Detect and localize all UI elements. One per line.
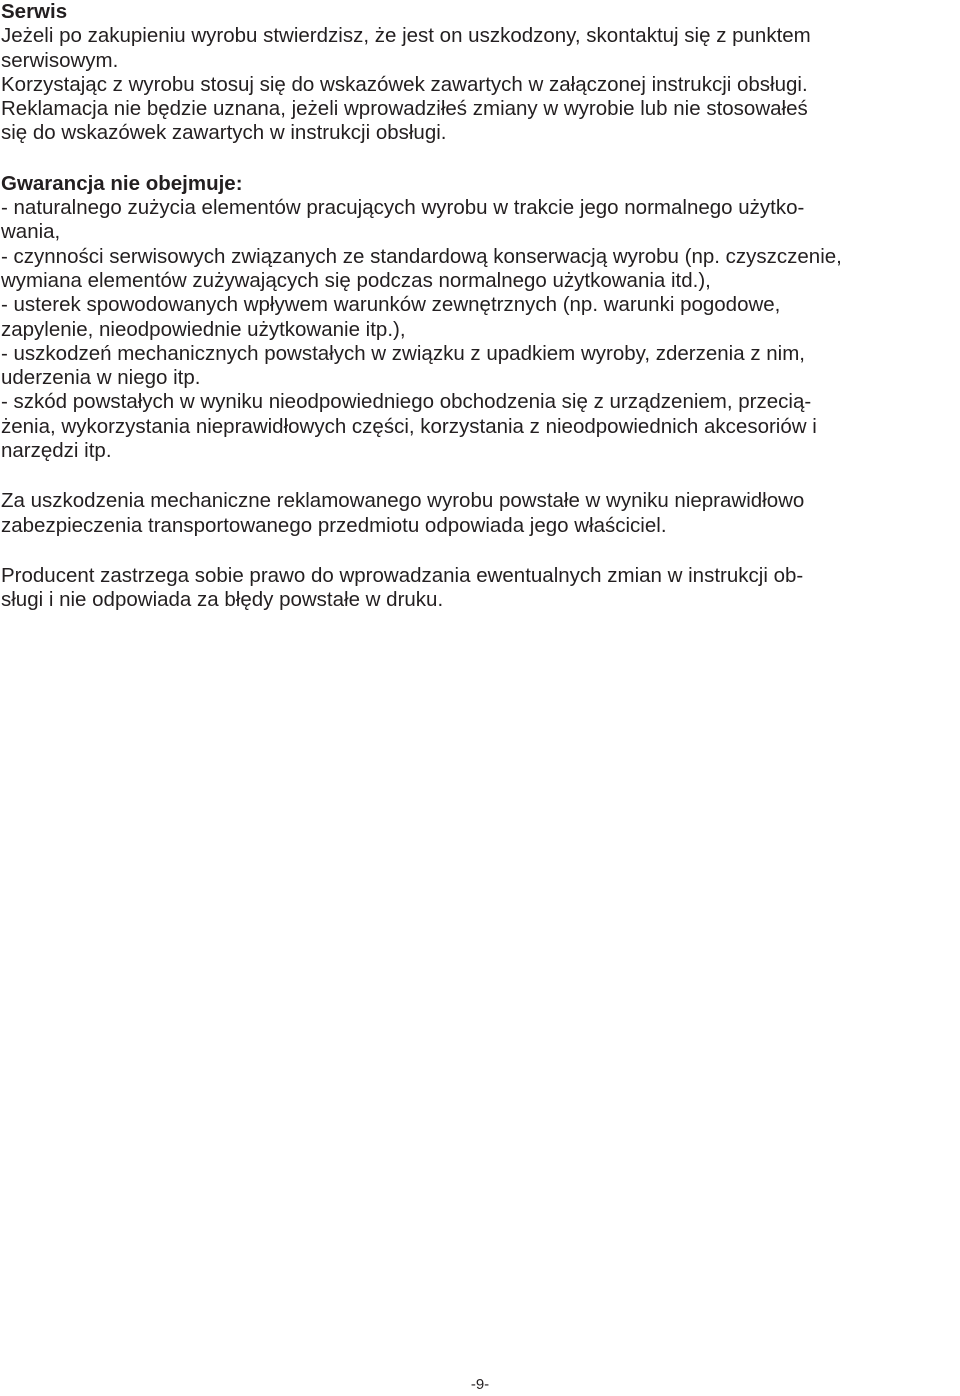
gwarancja-line-9: - szkód powstałych w wyniku nieodpowiedniego obchodzenia się z urządzeniem, przecią- (1, 390, 812, 414)
gwarancja-line-1: - naturalnego zużycia elementów pracujących wyrobu w trakcie jego normalnego użytko- (1, 196, 805, 220)
gwarancja-line-7: - uszkodzeń mechanicznych powstałych w związku z upadkiem wyroby, zderzenia z nim, (1, 341, 806, 365)
producent-line-2: sługi i nie odpowiada za błędy powstałe w druku. (1, 588, 444, 612)
transport-line-2: zabezpieczenia transportowanego przedmiotu odpowiada jego właściciel. (1, 513, 667, 537)
gwarancja-line-10: żenia, wykorzystania nieprawidłowych części, korzystania z nieodpowiednich akcesoriów i (1, 414, 817, 438)
spacer (1, 463, 957, 489)
page-number: -9- (470, 1376, 490, 1393)
section-gwarancja (1, 172, 957, 464)
serwis-line-4: Reklamacja nie będzie uznana, jeżeli wprowadziłeś zmiany w wyrobie lub nie stosowałeś (1, 97, 808, 121)
section-heading-gwarancja: Gwarancja nie obejmuje: (1, 171, 243, 195)
spacer (1, 146, 957, 172)
serwis-line-2: serwisowym. (1, 48, 119, 72)
gwarancja-line-3: - czynności serwisowych związanych ze standardową konserwacją wyrobu (np. czyszczenie, (1, 244, 842, 268)
section-transport (1, 489, 957, 538)
serwis-line-5: się do wskazówek zawartych w instrukcji obsługi. (1, 121, 447, 145)
producent-line-1: Producent zastrzega sobie prawo do wprowadzania ewentualnych zmian w instrukcji ob- (1, 563, 804, 587)
transport-line-1: Za uszkodzenia mechaniczne reklamowanego wyrobu powstałe w wyniku nieprawidłowo (1, 489, 805, 513)
document-page (1, 0, 957, 613)
gwarancja-line-8: uderzenia w niego itp. (1, 366, 201, 390)
serwis-line-1: Jeżeli po zakupieniu wyrobu stwierdzisz, że jest on uszkodzony, skontaktuj się z punktem (1, 24, 811, 48)
gwarancja-line-4: wymiana elementów zużywających się podczas normalnego użytkowania itd.), (1, 268, 711, 292)
gwarancja-line-6: zapylenie, nieodpowiednie użytkowanie itp.), (1, 317, 406, 341)
gwarancja-line-11: narzędzi itp. (1, 439, 112, 463)
gwarancja-line-5: - usterek spowodowanych wpływem warunków zewnętrznych (np. warunki pogodowe, (1, 293, 781, 317)
section-producent (1, 564, 957, 613)
serwis-line-3: Korzystając z wyrobu stosuj się do wskazówek zawartych w załączonej instrukcji obsługi. (1, 72, 808, 96)
spacer (1, 538, 957, 564)
gwarancja-line-2: wania, (1, 220, 61, 244)
section-heading-serwis: Serwis (1, 0, 68, 23)
section-serwis (1, 0, 957, 146)
